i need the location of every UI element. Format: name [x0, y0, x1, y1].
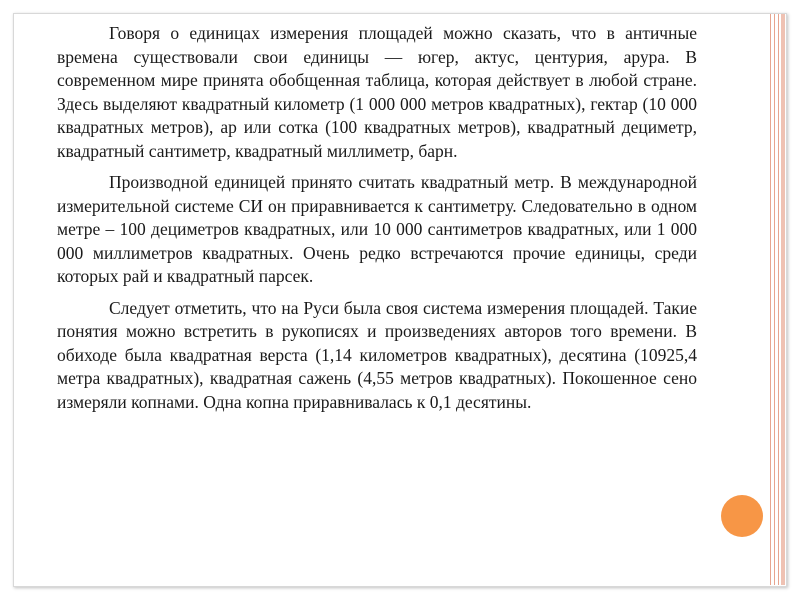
paragraph-3: Следует отметить, что на Руси была своя система измерения площадей. Такие понятия можно встретить в рукописях и произведениях авторов того времени. В обиходе была квадратная верста (1,14 километров квадратных), десятина (10925,4 метра квадратных), квадратная сажень (4,55 метров квадратных). Покошенное сено измеряли копнами. Одна копна приравнивалась к 0,1 десятины. [57, 297, 697, 412]
paragraph-1: Говоря о единицах измерения площадей можно сказать, что в античные времена существовали свои единицы — югер, актус, центурия, арура. В современном мире принята обобщенная таблица, которая действует в любой стране. Здесь выделяют квадратный километр (1 000 000 метров квадратных), гектар (10 000 квадратных метров), ар или сотка (100 квадратных метров), квадратный дециметр, квадратный сантиметр, квадратный миллиметр, барн. [57, 23, 697, 161]
orange-accent-dot [721, 495, 763, 537]
paragraph-2: Производной единицей принято считать квадратный метр. В международной измерительной системе СИ он приравнивается к сантиметру. Следовательно в одном метре – 100 дециметров квадратных, или 10 000 сантиметров квадратных, или 1 000 000 миллиметров квадратных. Очень редко встречаются прочие единицы, среди которых рай и квадратный парсек. [57, 172, 697, 286]
right-stripe-band [781, 14, 785, 585]
right-stripe-line [774, 14, 775, 585]
right-stripe-line [770, 14, 771, 585]
text-body [57, 22, 697, 422]
right-stripe-line [778, 14, 779, 585]
